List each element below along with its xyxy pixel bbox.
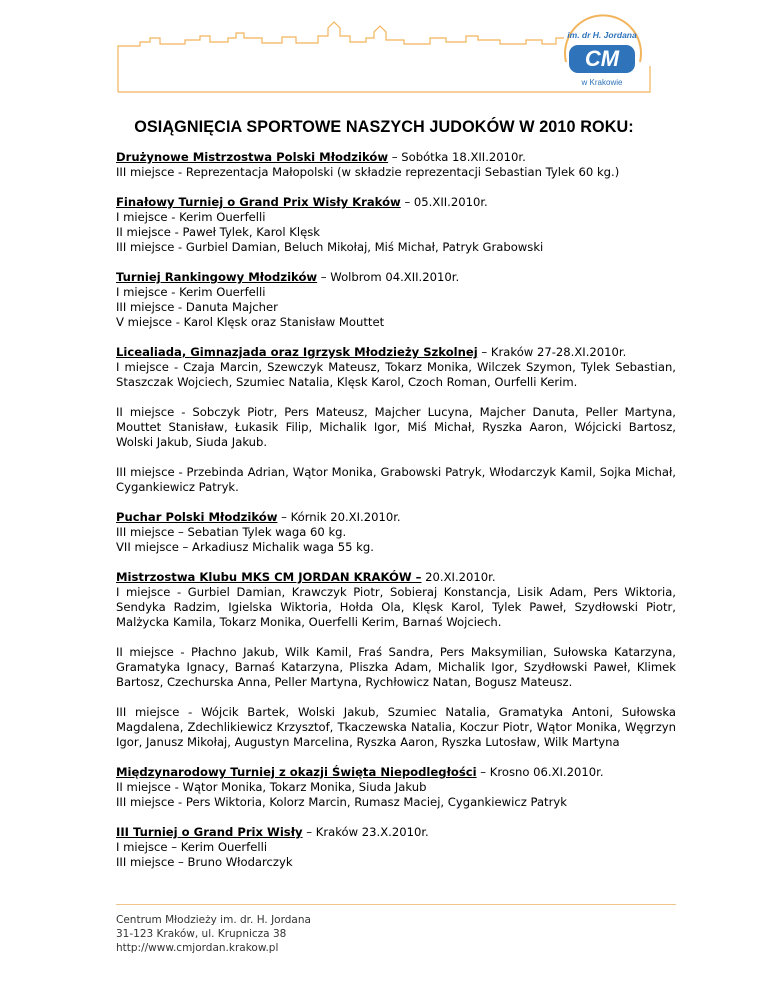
- footer-divider: [116, 904, 676, 905]
- skyline-outline: [118, 22, 564, 92]
- section-date: 20.XI.2010r.: [421, 570, 496, 584]
- result-line: II miejsce - Paweł Tylek, Karol Klęsk: [116, 225, 320, 239]
- result-line: VII miejsce – Arkadiusz Michalik waga 55 kg.: [116, 540, 374, 554]
- result-line: III miejsce – Sebatian Tylek waga 60 kg.: [116, 525, 347, 539]
- footer-address: [116, 913, 311, 955]
- section-heading: [116, 825, 676, 840]
- section-club-championship: [116, 570, 676, 750]
- section-date: – Kórnik 20.XI.2010r.: [277, 510, 401, 524]
- section-date: – Sobótka 18.XII.2010r.: [388, 150, 526, 164]
- result-line: I miejsce – Kerim Ouerfelli: [116, 840, 268, 854]
- header-skyline-banner: [0, 0, 768, 100]
- section-title: Drużynowe Mistrzostwa Polski Młodzików: [116, 150, 389, 164]
- section-heading: [116, 510, 676, 525]
- section-heading: [116, 270, 676, 285]
- result-paragraph: III miejsce - Wójcik Bartek, Wolski Jakub, Szumiec Natalia, Gramatyka Antoni, Sułowska Magdalena, Zdechlikiewicz Krzysztof, Tkaczewska Natalia, Koczur Piotr, Wątor Monika, Węgrzyn Igor, Janusz Mikołaj, Augustyn Marcelina, Ryszka Aaron, Ryszka Lutosław, Wilk Martyna: [116, 705, 676, 749]
- logo-arc-text: im. dr H. Jordana: [567, 30, 637, 40]
- section-title: Puchar Polski Młodzików: [116, 510, 278, 524]
- section-polish-cup: [116, 510, 676, 555]
- section-third-grand-prix: [116, 825, 676, 870]
- section-title: Licealiada, Gimnazjada oraz Igrzysk Młodzieży Szkolnej: [116, 345, 478, 359]
- section-international-tournament: [116, 765, 676, 810]
- section-title: Mistrzostwa Klubu MKS CM JORDAN KRAKÓW –: [116, 570, 422, 584]
- result-paragraph: III miejsce - Przebinda Adrian, Wątor Monika, Grabowski Patryk, Włodarczyk Kamil, Sojka Michał, Cygankiewicz Patryk.: [116, 465, 676, 494]
- result-line: V miejsce - Karol Klęsk oraz Stanisław Mouttet: [116, 315, 385, 329]
- result-paragraph: [116, 570, 676, 630]
- result-line: III miejsce – Bruno Włodarczyk: [116, 855, 293, 869]
- section-date: – Krosno 06.XI.2010r.: [476, 765, 604, 779]
- result-line: III miejsce - Pers Wiktoria, Kolorz Marcin, Rumasz Maciej, Cygankiewicz Patryk: [116, 795, 567, 809]
- section-team-championship: [116, 150, 676, 180]
- skyline-right-edge: [118, 66, 650, 92]
- section-title: Międzynarodowy Turniej z okazji Święta Niepodległości: [116, 765, 477, 779]
- logo-monogram: CM: [584, 46, 620, 71]
- result-paragraph: [116, 345, 676, 390]
- section-school-games: [116, 345, 676, 495]
- page-title: OSIĄGNIĘCIA SPORTOWE NASZYCH JUDOKÓW W 2010 ROKU:: [134, 118, 634, 136]
- result-paragraph: II miejsce - Płachno Jakub, Wilk Kamil, Fraś Sandra, Pers Maksymilian, Sułowska Katarzyna, Gramatyka Ignacy, Barnaś Katarzyna, Pliszka Adam, Michalik Igor, Szydłowski Paweł, Klimek Bartosz, Czechurska Anna, Peller Martyna, Rychłowicz Natan, Bogusz Mateusz.: [116, 645, 676, 689]
- result-paragraph: II miejsce - Sobczyk Piotr, Pers Mateusz, Majcher Lucyna, Majcher Danuta, Peller Martyna, Mouttet Stanisław, Łukasik Filip, Michalik Igor, Miś Michał, Ryszka Aaron, Wójcicki Bartosz, Wolski Jakub, Siuda Jakub.: [116, 405, 676, 449]
- section-heading: [116, 765, 676, 780]
- section-heading: [116, 150, 676, 165]
- cm-logo: [565, 15, 641, 87]
- section-date: – Kraków 27-28.XI.2010r.: [477, 345, 627, 359]
- result-line: III miejsce - Danuta Majcher: [116, 300, 278, 314]
- result-line: III miejsce - Reprezentacja Małopolski (w składzie reprezentacji Sebastian Tylek 60 kg.): [116, 165, 620, 179]
- result-line: I miejsce - Kerim Ouerfelli: [116, 285, 266, 299]
- section-date: – 05.XII.2010r.: [400, 195, 488, 209]
- section-heading: [116, 195, 676, 210]
- section-date: – Kraków 23.X.2010r.: [302, 825, 429, 839]
- footer-org-name: Centrum Młodzieży im. dr. H. Jordana: [116, 914, 311, 926]
- achievements-list: [116, 150, 676, 885]
- result-text: I miejsce - Gurbiel Damian, Krawczyk Piotr, Sobieraj Konstancja, Lisik Adam, Pers Wiktoria, Sendyka Radzim, Igielska Wiktoria, Hołda Ola, Klęsk Karol, Tylek Paweł, Szydłowski Piotr, Malżycka Kamila, Tokarz Monika, Ouerfelli Kerim, Barnaś Wojciech.: [116, 585, 676, 629]
- footer-street: 31-123 Kraków, ul. Krupnicza 38: [116, 928, 287, 940]
- section-title: Turniej Rankingowy Młodzików: [116, 270, 318, 284]
- result-line: III miejsce - Gurbiel Damian, Beluch Mikołaj, Miś Michał, Patryk Grabowski: [116, 240, 544, 254]
- section-grand-prix-final: [116, 195, 676, 255]
- result-text: I miejsce - Czaja Marcin, Szewczyk Mateusz, Tokarz Monika, Wilczek Szymon, Tylek Sebastian, Staszczak Wojciech, Szumiec Natalia, Klęsk Karol, Czoch Roman, Ourfelli Kerim.: [116, 360, 676, 389]
- section-ranking-tournament: [116, 270, 676, 330]
- section-title: Finałowy Turniej o Grand Prix Wisły Kraków: [116, 195, 401, 209]
- result-line: I miejsce - Kerim Ouerfelli: [116, 210, 266, 224]
- logo-city-text: w Krakowie: [581, 78, 623, 87]
- section-title: III Turniej o Grand Prix Wisły: [116, 825, 303, 839]
- result-line: II miejsce - Wątor Monika, Tokarz Monika, Siuda Jakub: [116, 780, 427, 794]
- footer-website: http://www.cmjordan.krakow.pl: [116, 942, 279, 954]
- section-date: – Wolbrom 04.XII.2010r.: [317, 270, 460, 284]
